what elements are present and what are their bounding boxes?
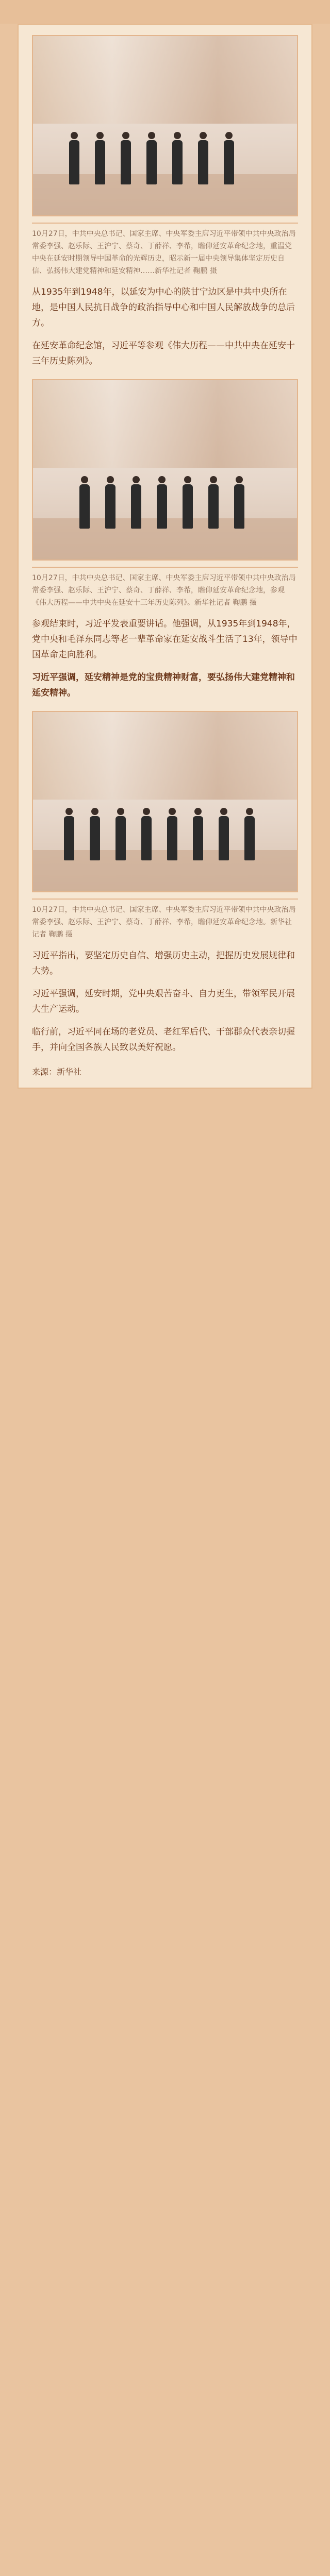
article-card bbox=[18, 24, 312, 1089]
paragraph-1: 从1935年到1948年，以延安为中心的陕甘宁边区是中共中央所在地，是中国人民抗日战争的政治指导中心和中国人民解放战争的总后方。 bbox=[32, 287, 295, 328]
paragraph-4: 习近平强调，延安精神是党的宝贵精神财富，要弘扬伟大建党精神和延安精神。 bbox=[32, 672, 295, 698]
paragraph-3: 参观结束时，习近平发表重要讲话。他强调，从1935年到1948年，党中央和毛泽东同志等老一辈革命家在延安战斗生活了13年，领导中国革命走向胜利。 bbox=[32, 619, 298, 660]
photo-1 bbox=[32, 35, 298, 216]
paragraph-7: 临行前，习近平同在场的老党员、老红军后代、干部群众代表亲切握手，并向全国各族人民致以美好祝愿。 bbox=[32, 1027, 295, 1053]
photo-1-caption: 10月27日，中共中央总书记、国家主席、中央军委主席习近平带领中共中央政治局常委李强、赵乐际、王沪宁、蔡奇、丁薛祥、李希，瞻仰延安革命纪念地，重温党中央在延安时期领导中国革命的光辉历史，昭示新一届中央领导集体坚定历史自信、弘扬伟大建党精神和延安精神……新华社记者 鞠鹏 摄 bbox=[32, 223, 298, 277]
photo-2-caption: 10月27日，中共中央总书记、国家主席、中央军委主席习近平带领中共中央政治局常委李强、赵乐际、王沪宁、蔡奇、丁薛祥、李希，瞻仰延安革命纪念地，参观《伟大历程——中共中央在延安十三年历史陈列》。新华社记者 鞠鹏 摄 bbox=[32, 567, 298, 609]
photo-3 bbox=[32, 711, 298, 892]
photo-3-caption: 10月27日，中共中央总书记、国家主席、中央军委主席习近平带领中共中央政治局常委李强、赵乐际、王沪宁、蔡奇、丁薛祥、李希，瞻仰延安革命纪念地。新华社记者 鞠鹏 摄 bbox=[32, 899, 298, 941]
paragraph-2: 在延安革命纪念馆，习近平等参观《伟大历程——中共中央在延安十三年历史陈列》。 bbox=[32, 341, 295, 366]
top-band bbox=[0, 0, 330, 24]
photo-2 bbox=[32, 379, 298, 561]
paragraph-6: 习近平强调，延安时期，党中央艰苦奋斗、自力更生，带领军民开展大生产运动。 bbox=[32, 989, 295, 1014]
article-source: 来源：新华社 bbox=[32, 1067, 82, 1077]
paragraph-5: 习近平指出，要坚定历史自信、增强历史主动，把握历史发展规律和大势。 bbox=[32, 951, 295, 976]
